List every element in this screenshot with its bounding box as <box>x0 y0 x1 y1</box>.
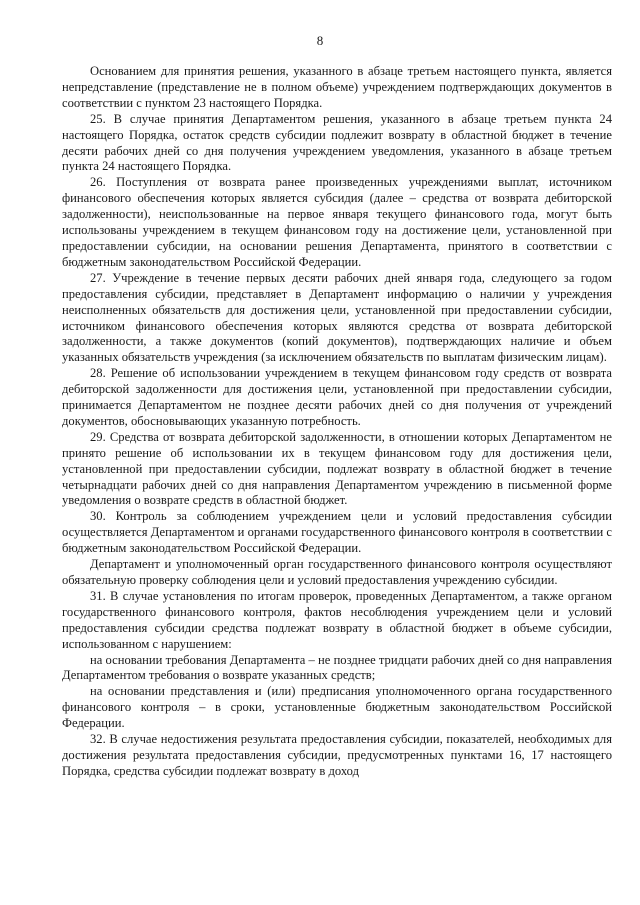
paragraph-27: 27. Учреждение в течение первых десяти рабочих дней января года, следующего за годом предоставления субсидии, представляет в Департамент информацию о наличии у учреждения неисполненных обязательств для достижения цели, установленной при предоставлении субсидии, источником финансового обеспечения которых являются средства от возврата дебиторской задолженности, а также документов (копий документов), подтверждающих наличие и объем указанных обязательств учреждения (за исключением обязательств по выплатам физическим лицам). <box>62 270 612 365</box>
paragraph-24-continuation: Основанием для принятия решения, указанного в абзаце третьем настоящего пункта, является непредставление (представление не в полном объеме) учреждением подтверждающих документов в соответствии с пунктом 23 настоящего Порядка. <box>62 64 612 110</box>
paragraph-25: 25. В случае принятия Департаментом решения, указанного в абзаце третьем пункта 24 настоящего Порядка, остаток средств субсидии подлежит возврату в областной бюджет в течение десяти рабочих дней со дня получения учреждением уведомления, указанного в абзаце третьем пункта 24 настоящего Порядка. <box>62 111 612 174</box>
paragraph-29: 29. Средства от возврата дебиторской задолженности, в отношении которых Департаментом не принято решение об использовании их в текущем финансовом году для достижения цели, установленной при предоставлении субсидии, подлежат возврату в областной бюджет в течение четырнадцати рабочих дней со дня направления Департаментом учреждению в письменной форме уведомления о возврате средств в областной бюджет. <box>62 429 612 508</box>
paragraph-28: 28. Решение об использовании учреждением в текущем финансовом году средств от возврата дебиторской задолженности для достижения цели, установленной при предоставлении субсидии, принимается Департаментом не позднее десяти рабочих дней со дня получения от учреждений документов, обосновывающих указанную потребность. <box>62 366 612 428</box>
paragraph-30: 30. Контроль за соблюдением учреждением цели и условий предоставления субсидии осуществляется Департаментом и органами государственного финансового контроля в соответствии с бюджетным законодательством Российской Федерации. <box>62 509 612 556</box>
paragraph-32: 32. В случае недостижения результата предоставления субсидии, показателей, необходимых для достижения результата предоставления субсидии, предусмотренных пунктами 16, 17 настоящего Порядка, средства субсидии подлежат возврату в доход <box>62 732 612 778</box>
paragraph-31-item-control-body: на основании представления и (или) предписания уполномоченного органа государственного финансового контроля – в сроки, установленные бюджетным законодательством Российской Федерации. <box>62 684 612 731</box>
paragraph-26: 26. Поступления от возврата ранее произведенных учреждениями выплат, источником финансового обеспечения которых является субсидия (далее – средства от возврата дебиторской задолженности), неиспользованные на первое января текущего финансового года, могут быть использованы учреждением в текущем финансовом году на достижение цели, установленной при предоставлении субсидии, на основании решения Департамента, принятого в соответствии с бюджетным законодательством Российской Федерации. <box>62 175 612 269</box>
paragraph-31: 31. В случае установления по итогам проверок, проведенных Департаментом, а также органом государственного финансового контроля, фактов несоблюдения учреждением цели и условий предоставления субсидии средства подлежат возврату в областной бюджет в объеме субсидии, использованном с нарушением: <box>62 588 612 651</box>
paragraph-31-item-department: на основании требования Департамента – не позднее тридцати рабочих дней со дня направления Департаментом требования о возврате указанных средств; <box>62 652 612 683</box>
page-number: 8 <box>316 33 324 48</box>
paragraph-30-inspection: Департамент и уполномоченный орган государственного финансового контроля осуществляют обязательную проверку соблюдения цели и условий предоставления учреждению субсидии. <box>62 557 612 587</box>
